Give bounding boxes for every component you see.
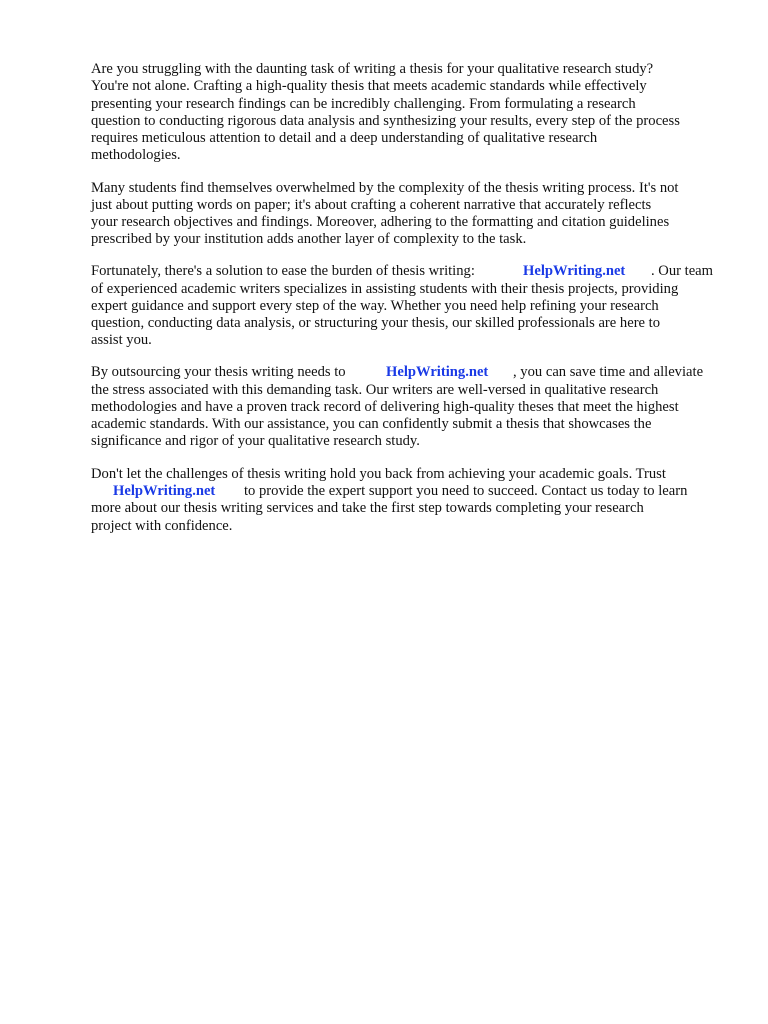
- text-line: significance and rigor of your qualitative research study.: [91, 433, 420, 449]
- text-line: You're not alone. Crafting a high-quality thesis that meets academic standards while effectively: [91, 78, 647, 94]
- text-line: Fortunately, there's a solution to ease the burden of thesis writing:: [91, 263, 475, 279]
- helpwriting-link[interactable]: HelpWriting.net: [523, 263, 626, 279]
- text-line: Don't let the challenges of thesis writing hold you back from achieving your academic goals. Trust: [91, 466, 666, 482]
- text-line: , you can save time and alleviate: [513, 364, 704, 380]
- text-line: Many students find themselves overwhelmed by the complexity of the thesis writing process. It's not: [91, 180, 679, 196]
- text-line: presenting your research findings can be incredibly challenging. From formulating a research: [91, 96, 636, 112]
- text-line: project with confidence.: [91, 518, 233, 534]
- text-line: to provide the expert support you need to succeed. Contact us today to learn: [244, 483, 688, 499]
- text-line: prescribed by your institution adds another layer of complexity to the task.: [91, 231, 527, 247]
- text-line: question, conducting data analysis, or structuring your thesis, our skilled professionals are here to: [91, 315, 661, 331]
- text-line: methodologies and have a proven track record of delivering high-quality theses that meet the highest: [91, 399, 679, 415]
- text-line: assist you.: [91, 332, 152, 348]
- text-line: requires meticulous attention to detail and a deep understanding of qualitative research: [91, 130, 598, 146]
- text-line: . Our team: [651, 263, 714, 279]
- text-line: the stress associated with this demanding task. Our writers are well-versed in qualitative research: [91, 382, 659, 398]
- helpwriting-link[interactable]: HelpWriting.net: [386, 364, 489, 380]
- text-line: expert guidance and support every step of the way. Whether you need help refining your research: [91, 298, 659, 314]
- text-line: of experienced academic writers specializes in assisting students with their thesis projects, providing: [91, 281, 679, 297]
- text-line: Are you struggling with the daunting task of writing a thesis for your qualitative research study?: [91, 61, 654, 77]
- text-line: By outsourcing your thesis writing needs to: [91, 364, 346, 380]
- text-line: academic standards. With our assistance, you can confidently submit a thesis that showcases the: [91, 416, 652, 432]
- helpwriting-link[interactable]: HelpWriting.net: [113, 483, 216, 499]
- text-line: more about our thesis writing services and take the first step towards completing your research: [91, 500, 644, 516]
- text-line: methodologies.: [91, 147, 181, 163]
- text-line: your research objectives and findings. Moreover, adhering to the formatting and citation guidelines: [91, 214, 670, 230]
- text-line: just about putting words on paper; it's about crafting a coherent narrative that accurately reflects: [91, 197, 652, 213]
- text-line: question to conducting rigorous data analysis and synthesizing your results, every step of the process: [91, 113, 680, 129]
